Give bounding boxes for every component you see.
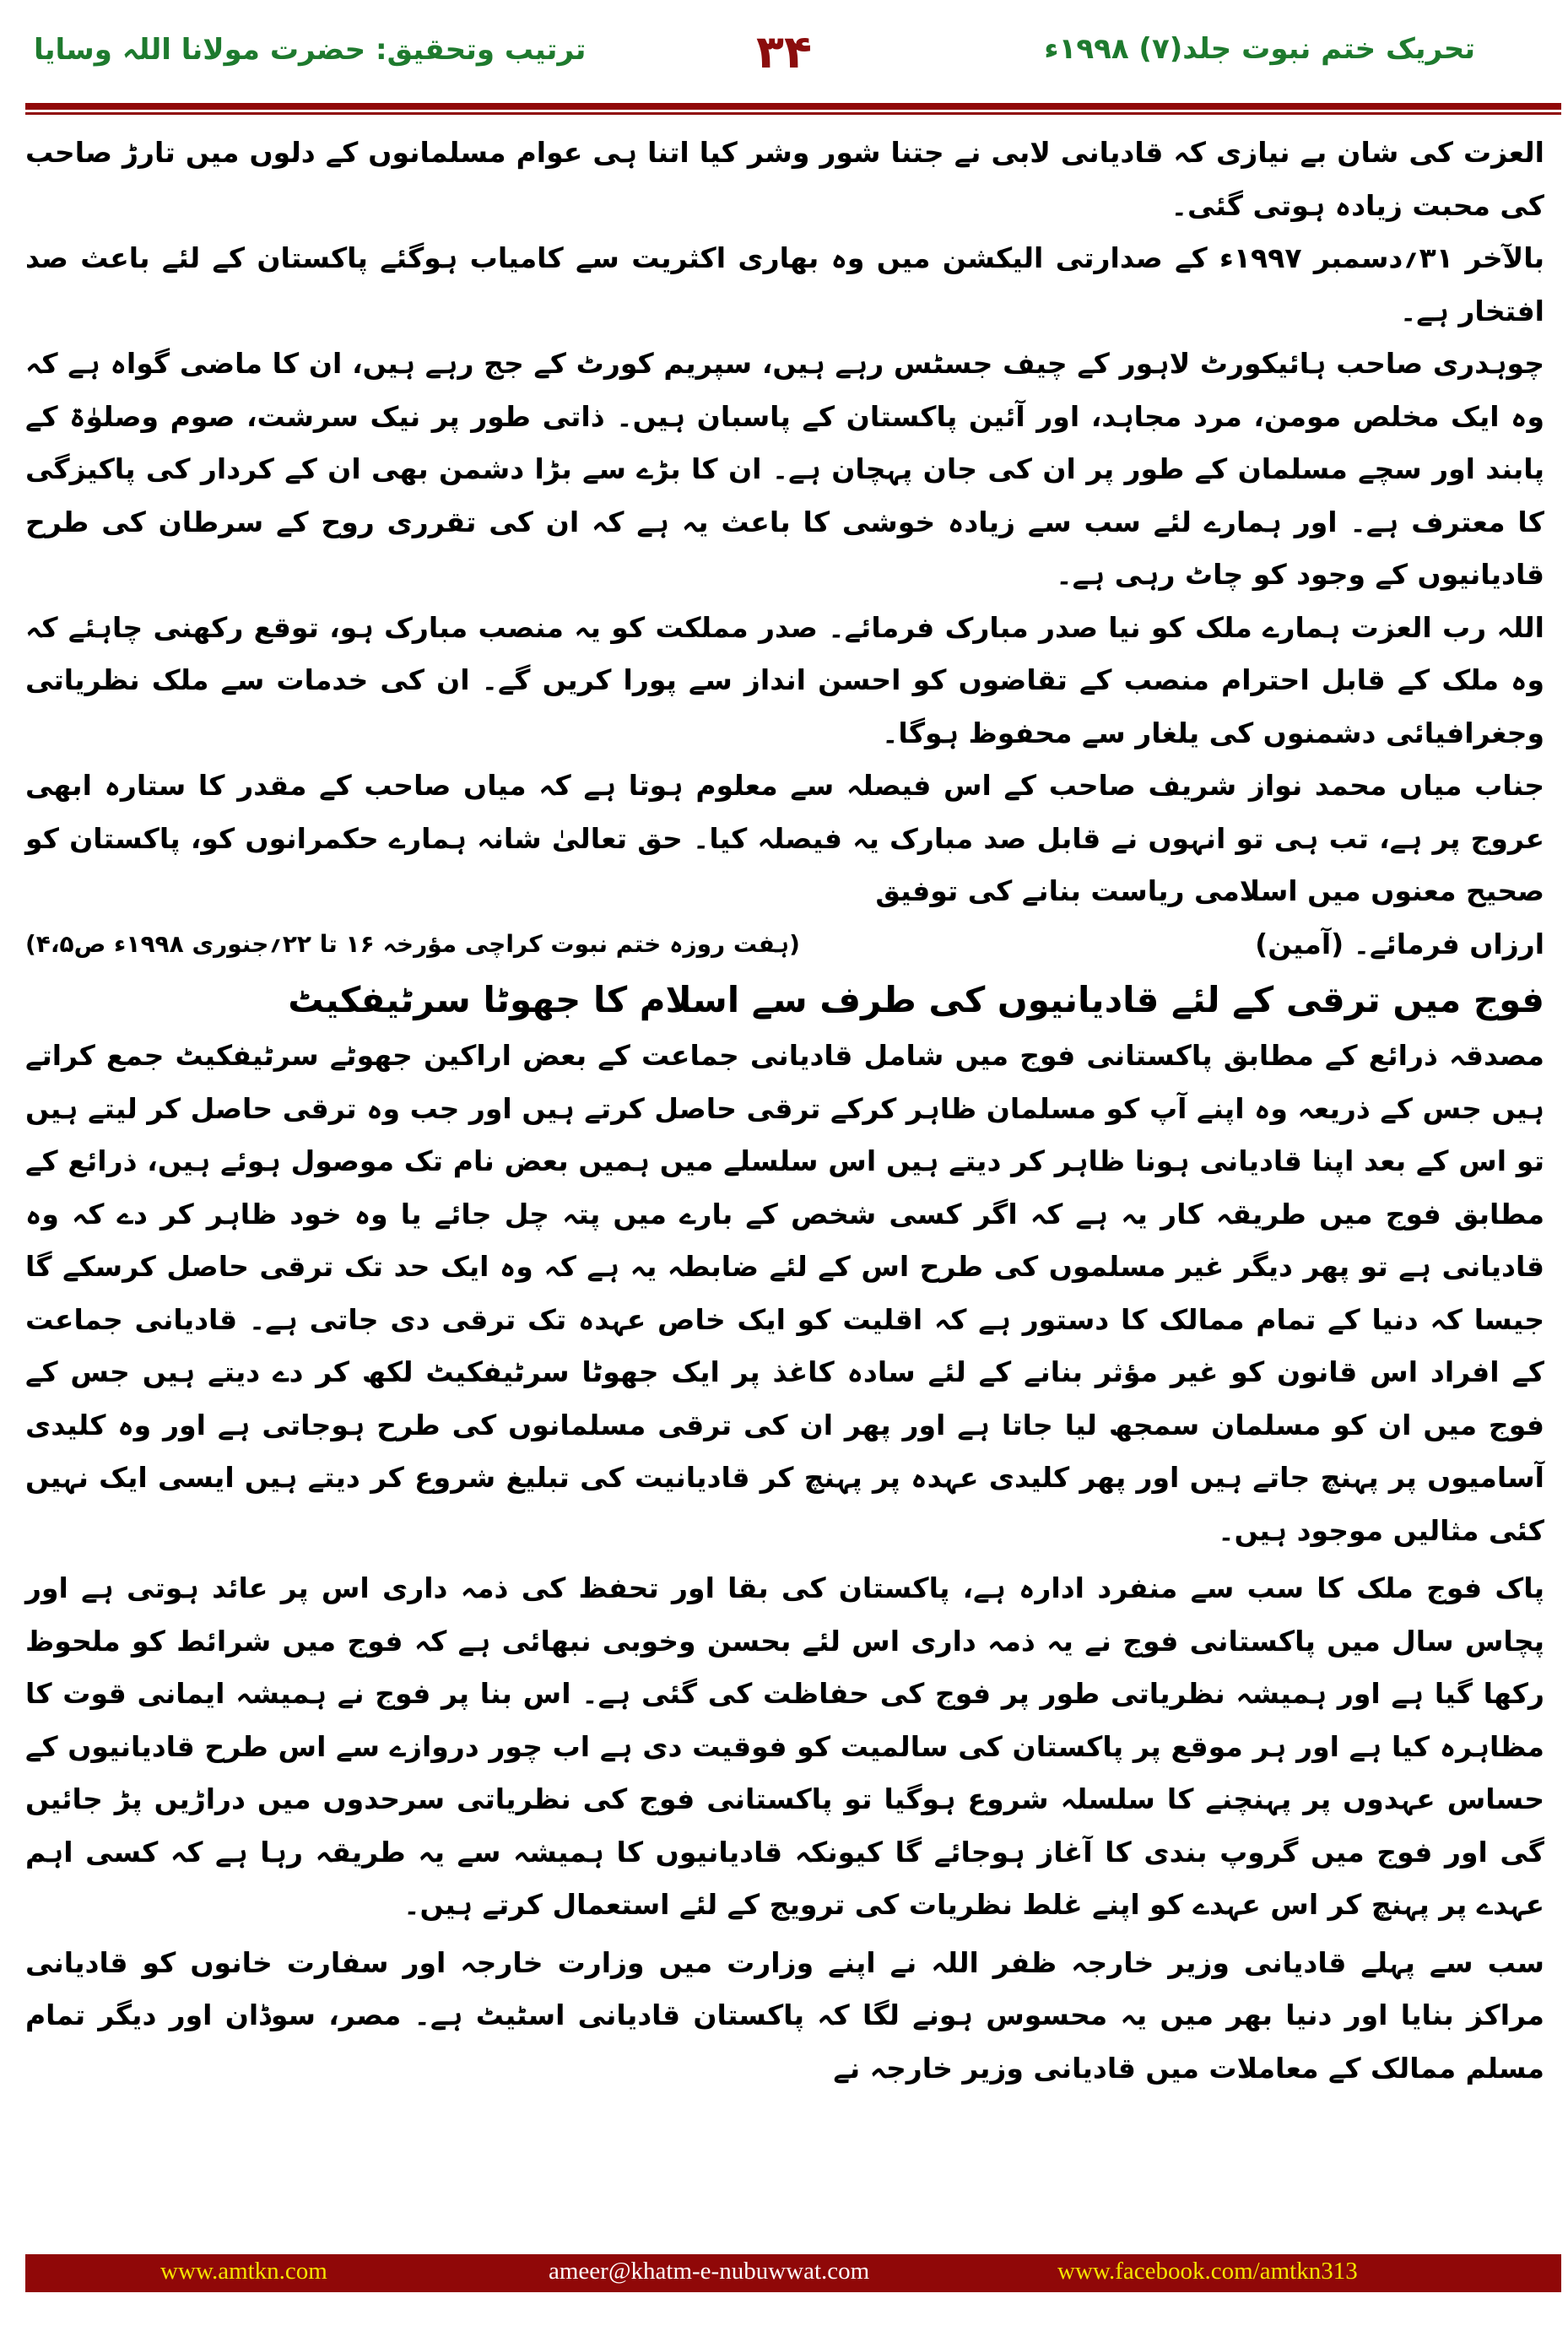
closing-line: ارزاں فرمائے۔ (آمین): [1255, 927, 1544, 960]
page-number: ۳۴: [756, 25, 812, 78]
section-paragraph: پاک فوج ملک کا سب سے منفرد ادارہ ہے، پاکستان کی بقا اور تحفظ کی ذمہ داری اس پر عائد ہوتی ہے اور پچاس سال میں پاکستانی فوج نے یہ ذمہ داری اس لئے بحسن وخوبی نبھائی ہے کہ فوج میں شرائط کو ملحوظ رکھا گیا ہے اور ہمیشہ نظریاتی طور پر فوج کی حفاظت کی گئی ہے۔ اس بنا پر فوج نے ہمیشہ ایمانی قوت کا مظاہرہ کیا ہے اور ہر موقع پر پاکستان کی سالمیت کو فوقیت دی ہے اب چور دروازے سے اس طرح قادیانیوں کے حساس عہدوں پر پہنچنے کا سلسلہ شروع ہوگیا تو پاکستانی فوج کی نظریاتی سرحدوں میں دراڑیں پڑ جائیں گی اور فوج میں گروپ بندی کا آغاز ہوجائے گا کیونکہ قادیانیوں کا ہمیشہ سے یہ طریقہ رہا ہے کہ کسی اہم عہدے پر پہنچ کر اس عہدے کو اپنے غلط نظریات کی ترویج کے لئے استعمال کرتے ہیں۔: [25, 1571, 1544, 1921]
body-paragraph: العزت کی شان بے نیازی کہ قادیانی لابی نے جتنا شور وشر کیا اتنا ہی عوام مسلمانوں کے دلوں میں تارڑ صاحب کی محبت زیادہ ہوتی گئی۔: [25, 136, 1544, 222]
section-paragraph: سب سے پہلے قادیانی وزیر خارجہ ظفر اللہ نے اپنے وزارت میں وزارت خارجہ اور سفارت خانوں کو قادیانی مراکز بنایا اور دنیا بھر میں یہ محسوس ہونے لگا کہ پاکستان قادیانی اسٹیٹ ہے۔ مصر، سوڈان اور دیگر تمام مسلم ممالک کے معاملات میں قادیانی وزیر خارجہ نے: [25, 1945, 1544, 2085]
body-paragraph: چوہدری صاحب ہائیکورٹ لاہور کے چیف جسٹس رہے ہیں، سپریم کورٹ کے جج رہے ہیں، ان کا ماضی گواہ ہے کہ وہ ایک مخلص مومن، مرد مجاہد، اور آئین پاکستان کے پاسبان ہیں۔ ذاتی طور پر نیک سرشت، صوم وصلوٰۃ کے پابند اور سچے مسلمان کے طور پر ان کی جان پہچان ہے۔ ان کا بڑے سے بڑا دشمن بھی ان کے کردار کی پاکیزگی کا معترف ہے۔ اور ہمارے لئے سب سے زیادہ خوشی کا باعث یہ ہے کہ ان کی تقرری روح کے سرطان کی طرح قادیانیوں کے وجود کو چاٹ رہی ہے۔: [25, 347, 1544, 591]
section-paragraph: مصدقہ ذرائع کے مطابق پاکستانی فوج میں شامل قادیانی جماعت کے بعض اراکین جھوٹے سرٹیفکیٹ جمع کراتے ہیں جس کے ذریعہ وہ اپنے آپ کو مسلمان ظاہر کرکے ترقی حاصل کرتے ہیں اور جب وہ ترقی حاصل کر لیتے ہیں تو اس کے بعد اپنا قادیانی ہونا ظاہر کر دیتے ہیں اس سلسلے میں ہمیں بعض نام تک موصول ہوئے ہیں، ذرائع کے مطابق فوج میں طریقہ کار یہ ہے کہ اگر کسی شخص کے بارے میں پتہ چل جائے یا وہ خود ظاہر کر دے کہ وہ قادیانی ہے تو پھر دیگر غیر مسلموں کی طرح اس کے لئے ضابطہ یہ ہے کہ وہ ایک حد تک ترقی حاصل کرسکے گا جیسا کہ دنیا کے تمام ممالک کا دستور ہے کہ اقلیت کو ایک خاص عہدہ تک ترقی دی جاتی ہے۔ قادیانی جماعت کے افراد اس قانون کو غیر مؤثر بنانے کے لئے سادہ کاغذ پر ایک جھوٹا سرٹیفکیٹ لکھ کر دے دیتے ہیں جس کے فوج میں ان کو مسلمان سمجھ لیا جاتا ہے اور پھر ان کی ترقی مسلمانوں کی طرح ہوجاتی ہے اور وہ کلیدی آسامیوں پر پہنچ جاتے ہیں اور پھر کلیدی عہدہ پر پہنچ کر قادیانیت کی تبلیغ شروع کر دیتے ہیں ایسی ایک نہیں کئی مثالیں موجود ہیں۔: [25, 1039, 1544, 1547]
body-paragraph: اللہ رب العزت ہمارے ملک کو نیا صدر مبارک فرمائے۔ صدر مملکت کو یہ منصب مبارک ہو، توقع رکھنی چاہئے کہ وہ ملک کے قابل احترام منصب کے تقاضوں کو احسن انداز سے پورا کریں گے۔ ان کی خدمات سے ملک نظریاتی وجغرافیائی دشمنوں کی یلغار سے محفوظ ہوگا۔: [25, 610, 1544, 749]
compiler-credit: ترتیب وتحقیق: حضرت مولانا اللہ وسایا: [34, 33, 587, 67]
section-heading: فوج میں ترقی کے لئے قادیانیوں کی طرف سے اسلام کا جھوٹا سرٹیفکیٹ: [288, 979, 1544, 1020]
header-rule-thick: [25, 103, 1561, 110]
page-footer: [25, 2254, 1561, 2292]
header-rule-thin: [25, 112, 1561, 115]
website-link[interactable]: www.amtkn.com: [160, 2258, 327, 2285]
page-header: [0, 0, 1568, 93]
body-paragraph: جناب میاں محمد نواز شریف صاحب کے اس فیصلہ سے معلوم ہوتا ہے کہ میاں صاحب کے مقدر کا ستارہ ابھی عروج پر ہے، تب ہی تو انہوں نے قابل صد مبارک یہ فیصلہ کیا۔ حق تعالیٰ شانہ ہمارے حکمرانوں کو، پاکستان کو صحیح معنوں میں اسلامی ریاست بنانے کی توفیق: [25, 769, 1544, 907]
source-citation: (ہفت روزہ ختم نبوت کراچی مؤرخہ ۱۶ تا ۲۲؍جنوری ۱۹۹۸ء ص۴،۵): [25, 929, 800, 958]
page-body: [25, 127, 1544, 2095]
body-paragraph: بالآخر ۳۱؍دسمبر ۱۹۹۷ء کے صدارتی الیکشن میں وہ بھاری اکثریت سے کامیاب ہوگئے پاکستان کے لئے باعث صد افتخار ہے۔: [25, 241, 1544, 327]
closing-row: [25, 918, 1544, 971]
book-title: تحریک ختم نبوت جلد(۷) ۱۹۹۸ء: [1044, 32, 1475, 66]
email-link[interactable]: ameer@khatm-e-nubuwwat.com: [549, 2258, 870, 2285]
facebook-link[interactable]: www.facebook.com/amtkn313: [1057, 2258, 1358, 2285]
